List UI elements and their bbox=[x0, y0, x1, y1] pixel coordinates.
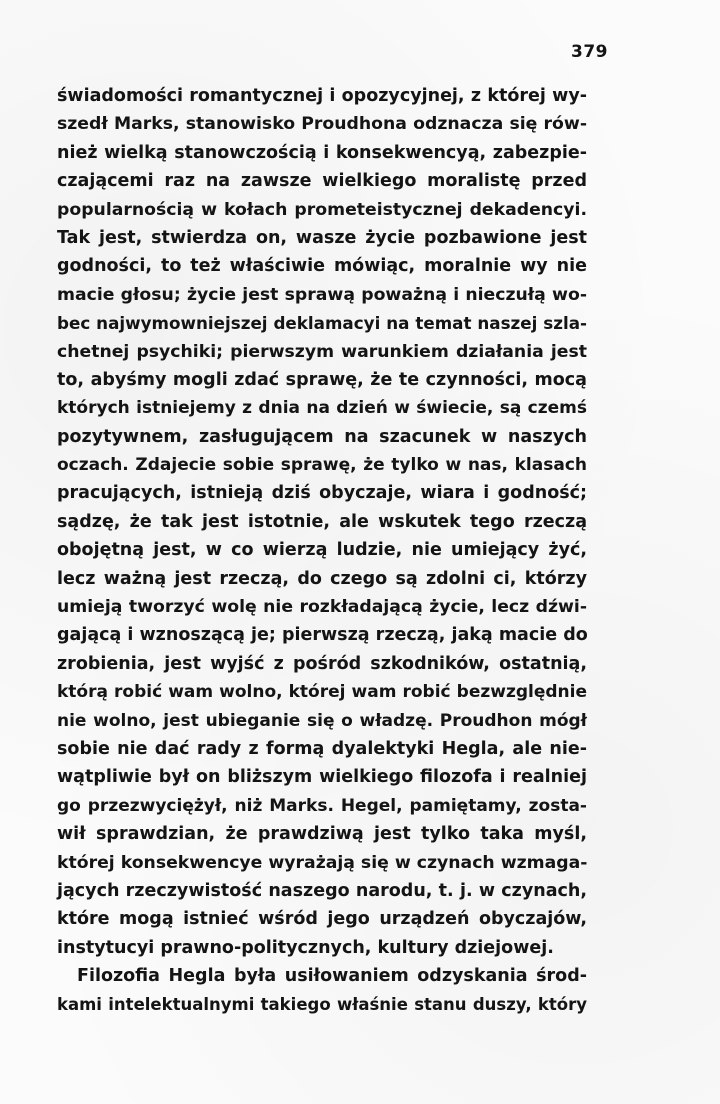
text-line: szedł Marks, stanowisko Proudhona odznacza się rów- bbox=[57, 114, 587, 135]
text-line: to, abyśmy mogli zdać sprawę, że te czynności, mocą bbox=[57, 369, 587, 390]
text-line: oczach. Zdajecie sobie sprawę, że tylko w nas, klasach bbox=[57, 455, 587, 476]
text-line: wątpliwie był on bliższym wielkiego filozofa i realniej bbox=[57, 767, 587, 788]
text-line: godności, to też właściwie mówiąc, moralnie wy nie bbox=[57, 256, 587, 277]
text-line: zrobienia, jest wyjść z pośród szkodników, ostatnią, bbox=[57, 653, 587, 674]
text-line: obojętną jest, w co wierzą ludzie, nie umiejący żyć, bbox=[57, 540, 587, 561]
text-line: bec najwymowniejszej deklamacyi na temat naszej szla- bbox=[57, 313, 587, 334]
text-line: pracujących, istnieją dziś obyczaje, wiara i godność; bbox=[57, 483, 587, 504]
paragraph-end-line: instytucyi prawno-politycznych, kultury dziejowej. bbox=[57, 937, 554, 958]
text-line: lecz ważną jest rzeczą, do czego są zdolni ci, którzy bbox=[57, 568, 587, 589]
text-line: sobie nie dać rady z formą dyalektyki Hegla, ale nie- bbox=[57, 738, 587, 759]
text-line: pozytywnem, zasługującem na szacunek w naszych bbox=[57, 426, 587, 447]
text-line: świadomości romantycznej i opozycyjnej, z której wy- bbox=[57, 86, 587, 106]
text-line: sądzę, że tak jest istotnie, ale wskutek tego rzeczą bbox=[57, 511, 587, 532]
paragraph-start-line: Filozofia Hegla była usiłowaniem odzyskania środ- bbox=[77, 966, 587, 987]
text-line: które mogą istnieć wśród jego urządzeń obyczajów, bbox=[57, 909, 587, 930]
text-line: nie wolno, jest ubieganie się o władzę. Proudhon mógł bbox=[57, 710, 587, 731]
text-line: gającą i wznoszącą je; pierwszą rzeczą, jaką macie do bbox=[57, 625, 588, 646]
text-line: umieją tworzyć wolę nie rozkładającą życie, lecz dźwi- bbox=[57, 597, 587, 618]
text-line: nież wielką stanowczością i konsekwencyą, zabezpie- bbox=[57, 142, 587, 163]
text-line: popularnością w kołach prometeistycznej dekadencyi. bbox=[57, 199, 587, 220]
text-line: Tak jest, stwierdza on, wasze życie pozbawione jest bbox=[57, 227, 587, 248]
text-line: go przezwyciężył, niż Marks. Hegel, pamiętamy, zosta- bbox=[57, 795, 587, 816]
text-line: czającemi raz na zawsze wielkiego moralistę przed bbox=[57, 171, 587, 192]
text-line: których istniejemy z dnia na dzień w świecie, są czemś bbox=[57, 398, 587, 419]
text-line: kami intelektualnymi takiego właśnie stanu duszy, który bbox=[57, 994, 587, 1014]
page-number: 379 bbox=[571, 42, 608, 62]
text-line: której konsekwencye wyrażają się w czynach wzmaga- bbox=[57, 852, 588, 873]
text-line: wił sprawdzian, że prawdziwą jest tylko taka myśl, bbox=[57, 824, 587, 845]
text-line: którą robić wam wolno, której wam robić bezwzględnie bbox=[57, 682, 587, 703]
text-line: chetnej psychiki; pierwszym warunkiem działania jest bbox=[57, 341, 587, 362]
text-line: jących rzeczywistość naszego narodu, t. j. w czynach, bbox=[57, 880, 587, 901]
body-text bbox=[57, 82, 587, 1019]
text-line: macie głosu; życie jest sprawą poważną i nieczułą wo- bbox=[57, 284, 587, 305]
